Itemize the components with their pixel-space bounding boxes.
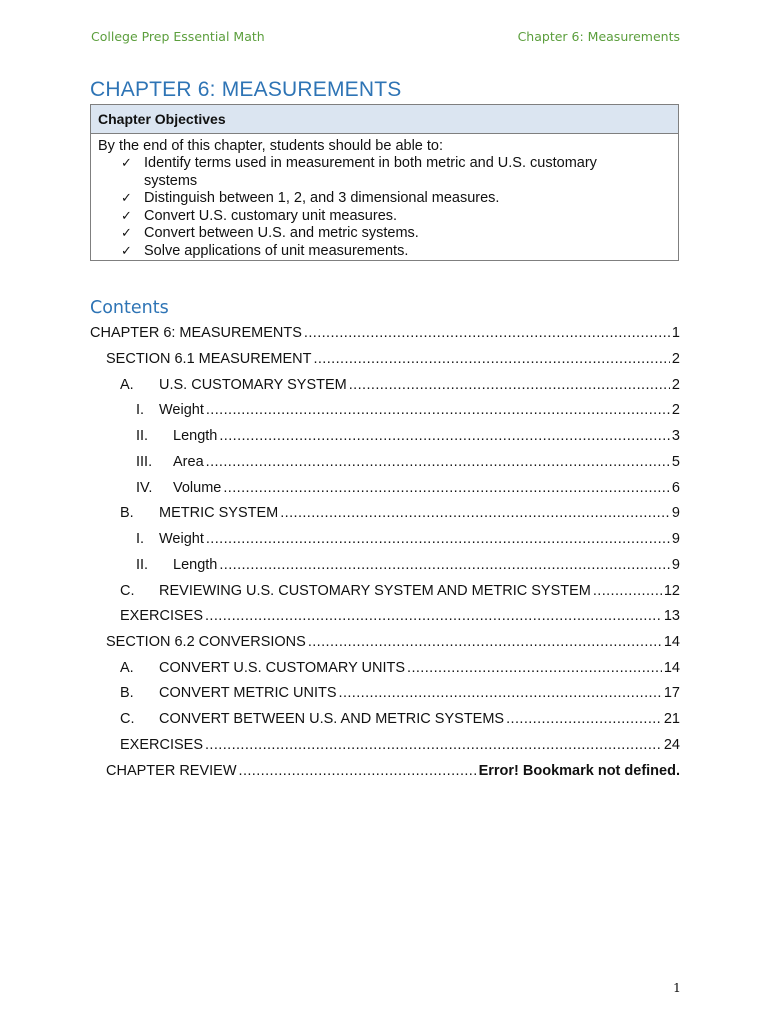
toc-entry[interactable]: EXERCISES ..... 24 (120, 737, 680, 753)
toc-entry[interactable]: B. METRIC SYSTEM ..... 9 (120, 505, 680, 521)
dot-leader (407, 660, 662, 676)
dot-leader (206, 402, 670, 418)
objectives-heading: Chapter Objectives (91, 105, 678, 134)
checkmark-icon: ✓ (121, 226, 132, 242)
bookmark-error-text: Error! Bookmark not defined. (478, 763, 680, 779)
toc-entry[interactable]: III. Area ..... 5 (136, 454, 680, 470)
objectives-list (91, 155, 678, 261)
contents-heading: Contents (90, 298, 169, 318)
dot-leader (304, 325, 670, 341)
dot-leader (223, 480, 670, 496)
dot-leader (239, 763, 477, 779)
dot-leader (308, 634, 662, 650)
objective-item: ✓ Identify terms used in measurement in both metric and U.S. customary systems (121, 155, 597, 189)
toc-entry[interactable]: I. Weight ..... 9 (136, 531, 680, 547)
toc-entry[interactable]: A. CONVERT U.S. CUSTOMARY UNITS ..... 14 (120, 660, 680, 676)
running-header-right: Chapter 6: Measurements (517, 29, 680, 44)
chapter-title: CHAPTER 6: MEASUREMENTS (90, 78, 402, 101)
dot-leader (506, 711, 662, 727)
dot-leader (219, 428, 670, 444)
objectives-intro: By the end of this chapter, students should be able to: (98, 138, 444, 154)
dot-leader (313, 351, 669, 367)
dot-leader (205, 737, 662, 753)
objectives-box (90, 104, 679, 261)
toc-entry[interactable]: CHAPTER 6: MEASUREMENTS ..... 1 (90, 325, 680, 341)
toc-entry[interactable]: II. Length ..... 3 (136, 428, 680, 444)
toc-entry[interactable]: II. Length ..... 9 (136, 557, 680, 573)
dot-leader (593, 583, 662, 599)
objective-item: ✓ Convert U.S. customary unit measures. (121, 207, 398, 224)
page-number: 1 (673, 980, 681, 995)
objective-item: ✓ Solve applications of unit measurements. (121, 242, 409, 259)
checkmark-icon: ✓ (121, 243, 132, 259)
toc-entry[interactable]: A. U.S. CUSTOMARY SYSTEM ..... 2 (120, 377, 680, 393)
toc-entry[interactable]: CHAPTER REVIEW ..... Error! Bookmark not defined. (106, 763, 680, 779)
objective-item: ✓ Distinguish between 1, 2, and 3 dimensional measures. (121, 190, 500, 207)
dot-leader (206, 454, 670, 470)
toc-entry[interactable]: C. CONVERT BETWEEN U.S. AND METRIC SYSTEMS ..... 21 (120, 711, 680, 727)
toc-entry[interactable]: B. CONVERT METRIC UNITS ..... 17 (120, 685, 680, 701)
dot-leader (339, 685, 662, 701)
running-header-left: College Prep Essential Math (91, 29, 265, 44)
toc-entry[interactable]: SECTION 6.1 MEASUREMENT ..... 2 (106, 351, 680, 367)
toc-entry[interactable]: I. Weight ..... 2 (136, 402, 680, 418)
dot-leader (349, 377, 670, 393)
dot-leader (280, 505, 670, 521)
checkmark-icon: ✓ (121, 156, 132, 171)
checkmark-icon: ✓ (121, 208, 132, 224)
checkmark-icon: ✓ (121, 191, 132, 207)
toc-entry[interactable]: C. REVIEWING U.S. CUSTOMARY SYSTEM AND METRIC SYSTEM ..... 12 (120, 583, 680, 599)
toc-entry[interactable]: EXERCISES ..... 13 (120, 608, 680, 624)
objective-item: ✓ Convert between U.S. and metric systems. (121, 225, 419, 242)
dot-leader (219, 557, 670, 573)
toc-entry[interactable]: IV. Volume ..... 6 (136, 480, 680, 496)
dot-leader (206, 531, 670, 547)
toc-entry[interactable]: SECTION 6.2 CONVERSIONS ..... 14 (106, 634, 680, 650)
dot-leader (205, 608, 662, 624)
